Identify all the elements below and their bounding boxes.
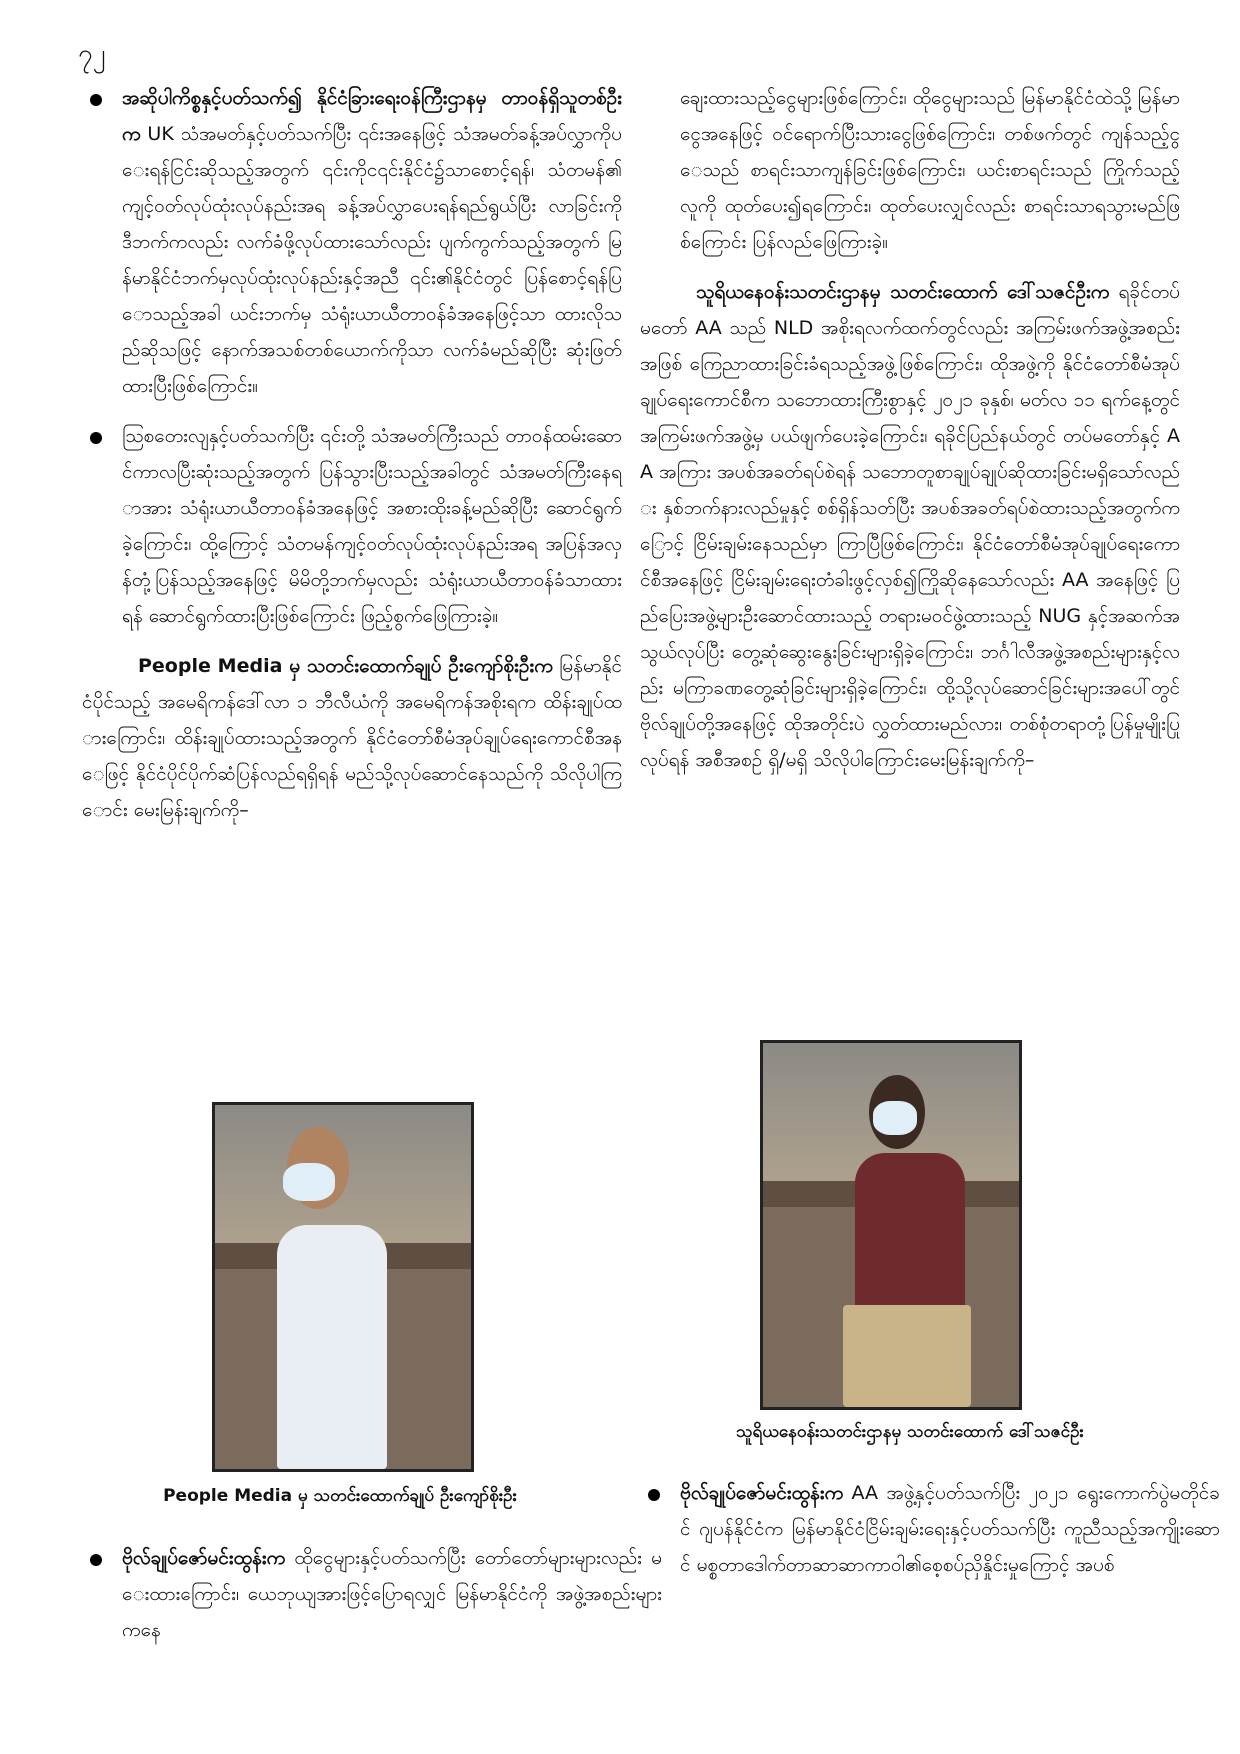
page-number: ၇၂	[78, 39, 106, 69]
question-paragraph-people-media	[82, 648, 622, 828]
reporter-photo-man	[212, 1102, 474, 1472]
photo-person-mask	[283, 1163, 335, 1201]
paragraph-text: ရခိုင်တပ်မတော် AA သည် NLD အစိုးရလက်ထက်တွင်လည်း အကြမ်းဖက်အဖွဲ့အစည်းအဖြစ် ကြေညာထားခြင်းခံရသည့်အဖွဲ့ဖြစ်ကြောင်း၊ ထိုအဖွဲ့ကို နိုင်ငံတော်စီမံအုပ်ချုပ်ရေးကောင်စီက သဘောထားကြီးစွာနှင့် ၂၀၂၁ ခုနှစ်၊ မတ်လ ၁၁ ရက်နေ့တွင် အကြမ်းဖက်အဖွဲ့မှ ပယ်ဖျက်ပေးခဲ့ကြောင်း၊ ရခိုင်ပြည်နယ်တွင် တပ်မတော်နှင့် AA အကြား အပစ်အခတ်ရပ်စဲရန် သဘောတူစာချုပ်ချုပ်ဆိုထားခြင်းမရှိသော်လည်း နှစ်ဘက်နားလည်မှုနှင့် စစ်ရှိန်သတ်ပြီး အပစ်အခတ်ရပ်စဲထားသည့်အတွက်ကြောင့် ငြိမ်းချမ်းနေသည်မှာ ကြာပြီဖြစ်ကြောင်း၊ နိုင်ငံတော်စီမံအုပ်ချုပ်ရေးကောင်စီအနေဖြင့် ငြိမ်းချမ်းရေးတံခါးဖွင့်လှစ်၍ကြိုဆိုနေသော်လည်း AA အနေဖြင့် ပြည်ပြေးအဖွဲ့များဦးဆောင်ထားသည့် တရားမဝင်ဖွဲ့ထားသည့် NUG နှင့်အဆက်အသွယ်လုပ်ပြီး တွေ့ဆုံဆွေးနွေးခြင်းများရှိခဲ့ကြောင်း၊ ဘင်္ဂါလီအဖွဲ့အစည်းများနှင့်လည်း မကြာခဏတွေ့ဆုံခြင်းများရှိခဲ့ကြောင်း၊ ထို့သို့လုပ်ဆောင်ခြင်းများအပေါ်တွင် ဗိုလ်ချုပ်တို့အနေဖြင့် ထိုအတိုင်းပဲ လွှတ်ထားမည်လား၊ တစ်စုံတရာတုံ့ပြန်မှုမျိုးပြုလုပ်ရန် အစီအစဉ် ရှိ/မရှိ သိလိုပါကြောင်းမေးမြန်းချက်ကို–	[640, 281, 1180, 771]
bullet-paragraph-uk-ambassador	[82, 80, 622, 404]
photo-person-mask	[873, 1101, 917, 1135]
paragraph-text: မြန်မာနိုင်ငံပိုင်သည့် အမေရိကန်ဒေါ်လာ ၁ ဘီလီယံကို အမေရိကန်အစိုးရက ထိန်းချုပ်ထားကြောင်း၊ ထိန်းချုပ်ထားသည့်အတွက် နိုင်ငံတော်စီမံအုပ်ချုပ်ရေးကောင်စီအနေဖြင့် နိုင်ငံပိုင်ပိုက်ဆံပြန်လည်ရရှိရန် မည်သို့လုပ်ဆောင်နေသည်ကို သိလိုပါကြောင်း မေးမြန်းချက်ကို–	[82, 655, 622, 821]
paragraph-text: AA အဖွဲ့နှင့်ပတ်သက်ပြီး ၂၀၂၁ ရွေးကောက်ပွဲမတိုင်ခင် ဂျပန်နိုင်ငံက မြန်မာနိုင်ငံငြိမ်းချမ်းရေးနှင့်ပတ်သက်ပြီး ကူညီသည့်အကျိုးဆောင် မစ္စတာဒေါက်တာဆာဆာကာဝါ၏စေ့စပ်ညှိနှိုင်းမှုကြောင့် အပစ်	[680, 1482, 1220, 1576]
paragraph-text: ထိုငွေများနှင့်ပတ်သက်ပြီး တော်တော်များများလည်း မေးထားကြောင်း၊ ယေဘုယျအားဖြင့်ပြောရလျှင် မြန်မာနိုင်ငံကို အဖွဲ့အစည်းများကနေ	[122, 1547, 662, 1641]
bullet-paragraph-australia-ambassador	[82, 418, 622, 634]
photo-person-skirt	[843, 1305, 971, 1407]
photo-caption-right: သူရိယနေဝန်းသတင်းဌာနမှ သတင်းထောက် ဒေါ်သဇင်ဦး	[736, 1422, 1084, 1442]
bullet-icon	[90, 1554, 102, 1566]
photo-person-blouse	[855, 1153, 965, 1313]
paragraph-text: UK သံအမတ်နှင့်ပတ်သက်ပြီး ၎င်းအနေဖြင့် သံအမတ်ခန့်အပ်လွှာကိုပေးရန်ငြင်းဆိုသည့်အတွက် ၎င်းကိုင၎င်းနိုင်ငံ၌သာစောင့်ရန်၊ သံတမန်၏ကျင့်ဝတ်လုပ်ထုံးလုပ်နည်းအရ ခန့်အပ်လွှာပေးရန်ရည်ရွယ်ပြီး လာခြင်းကို ဒီဘက်ကလည်း လက်ခံဖို့လုပ်ထားသော်လည်း ပျက်ကွက်သည့်အတွက် မြန်မာနိုင်ငံဘက်မှလုပ်ထုံးလုပ်နည်းနှင့်အညီ ၎င်း၏နိုင်ငံတွင် ပြန်စောင့်ရန်ပြောသည့်အခါ ယင်းဘက်မှ သံရုံးယာယီတာဝန်ခံအနေဖြင့်သာ ထားလိုသည်ဆိုသဖြင့် နောက်အသစ်တစ်ယောက်ကိုသာ လက်ခံမည်ဆိုပြီး ဆုံးဖြတ်ထားပြီးဖြစ်ကြောင်း။	[122, 123, 622, 397]
speaker-name: ဗိုလ်ချုပ်ဇော်မင်းထွန်းက	[680, 1482, 844, 1504]
speaker-name: ဗိုလ်ချုပ်ဇော်မင်းထွန်းက	[122, 1547, 286, 1569]
speaker-name: သူရိယနေဝန်းသတင်းဌာနမှ သတင်းထောက် ဒေါ်သဇင်ဦးက	[696, 281, 1110, 303]
speaker-name: People Media မှ သတင်းထောက်ချုပ် ဦးကျော်စိုးဦးက	[138, 655, 553, 677]
question-paragraph-thuriya	[640, 274, 1180, 778]
left-column	[82, 80, 622, 842]
bullet-paragraph-answer-funds	[82, 1540, 662, 1648]
bullet-paragraph-answer-aa	[640, 1475, 1220, 1583]
bullet-icon	[648, 1489, 660, 1501]
photo-caption-left: People Media မှ သတင်းထောက်ချုပ် ဦးကျော်စိုးဦး	[163, 1486, 517, 1506]
right-column	[640, 80, 1180, 792]
paragraph-text: ဩစတေးလျနှင့်ပတ်သက်ပြီး ၎င်းတို့ သံအမတ်ကြီးသည် တာဝန်ထမ်းဆောင်ကာလပြီးဆုံးသည့်အတွက် ပြန်သွားပြီးသည့်အခါတွင် သံအမတ်ကြီးနေရာအား သံရုံးယာယီတာဝန်ခံအနေဖြင့် အစားထိုးခန့်မည်ဆိုပြီး ဆောင်ရွက်ခဲ့ကြောင်း၊ ထို့ကြောင့် သံတမန်ကျင့်ဝတ်လုပ်ထုံးလုပ်နည်းအရ အပြန်အလှန်တုံ့ပြန်သည့်အနေဖြင့် မိမိတို့ဘက်မှလည်း သံရုံးယာယီတာဝန်ခံသာထားရန် ဆောင်ရွက်ထားပြီးဖြစ်ကြောင်း ဖြည့်စွက်ဖြေကြားခဲ့။	[122, 425, 622, 627]
bullet-icon	[90, 432, 102, 444]
reporter-photo-woman	[760, 1040, 1022, 1410]
speaker-name: အဆိုပါကိစ္စနှင့်ပတ်သက်၍ နိုင်ငံခြားရေးဝန်ကြီးဌာနမှ တာဝန်ရှိသူတစ်ဦးက	[122, 87, 622, 145]
continued-answer-paragraph	[640, 80, 1180, 260]
paragraph-text: ချေးထားသည့်ငွေများဖြစ်ကြောင်း၊ ထိုငွေများသည် မြန်မာနိုင်ငံထဲသို့ မြန်မာငွေအနေဖြင့် ဝင်ရောက်ပြီးသားငွေဖြစ်ကြောင်း၊ တစ်ဖက်တွင် ကျန်သည့်ငွေသည် စာရင်းသာကျန်ခြင်းဖြစ်ကြောင်း၊ ယင်းစာရင်းသည် ကြိုက်သည့်လူကို ထုတ်ပေး၍ရကြောင်း၊ ထုတ်ပေးလျှင်လည်း စာရင်းသာရသွားမည်ဖြစ်ကြောင်း ပြန်လည်ဖြေကြားခဲ့။	[680, 87, 1180, 253]
photo-person-shirt	[277, 1225, 387, 1469]
bullet-icon	[90, 94, 102, 106]
